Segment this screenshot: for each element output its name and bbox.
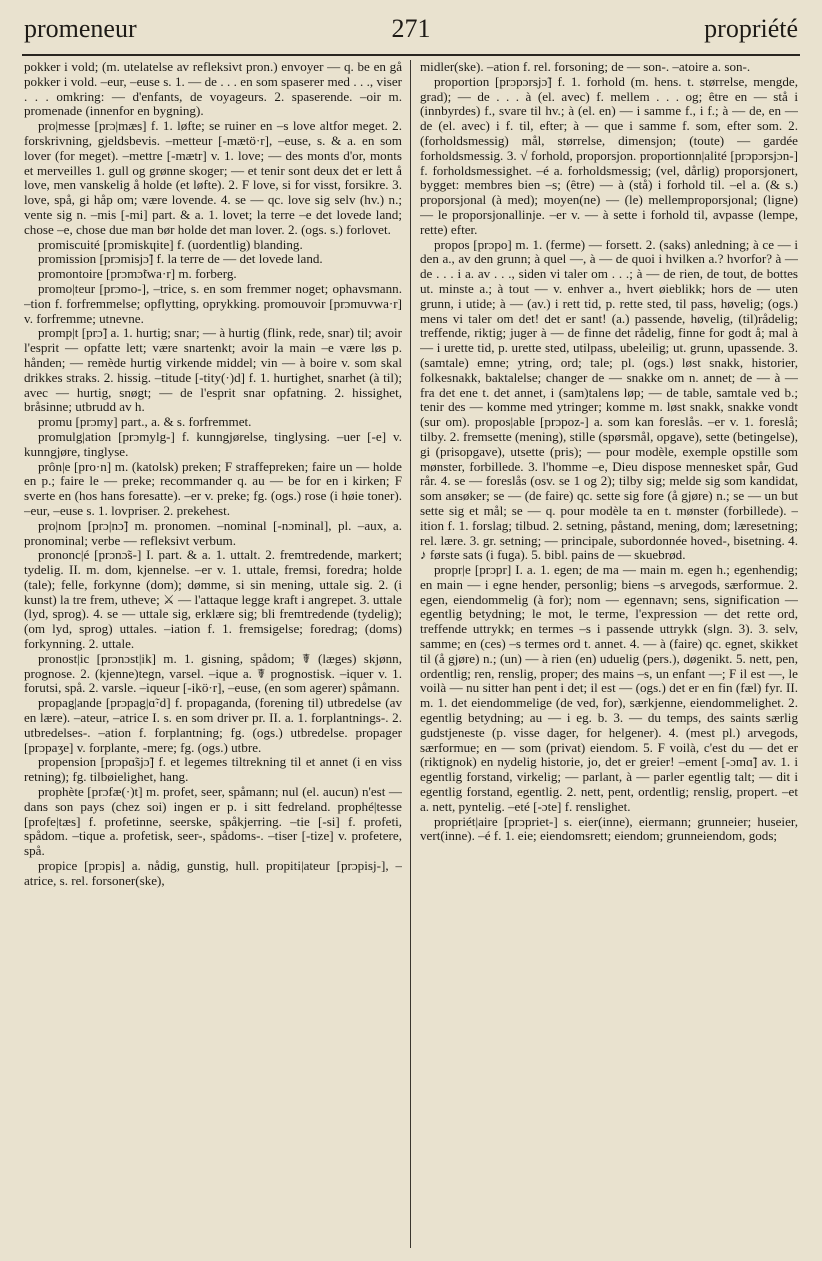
entry: propos [prɔpo] m. 1. (ferme) — forsett. 2. (saks) anledning; à ce — i den a., av den grunn; à quel —, à — de quoi i hvilken a.? hvorfor? à — de . . . i a. av . . ., siden vi taler om . . .; à — de rien, de tout, de bottes ut. minste a.; à tout — v. enhver a., hvert øieblikk; hors de — uten grunn, i utide; à — (av.) i rett tid, p. rette sted, til pass, høvelig; (ogs.) mens vi taler om det! det er sant! (a.) passende, høvelig, (til)rådelig; treffende, riktig; juger à — de finne det rådelig, finne for godt å; mal à — i urette tid, p. urette sted, utilpass, ubeleilig; ut. grunn, upassende. 3. (samtale) emne; ytring, ord; tale; pl. (ogs.) løst snakk, historier, folkesnakk, baktalelse; changer de — snakke om n. annet; de — à — fra det ene t. det annet, i (sam)talens løp; — de table, samtale ved b.; tenir des — komme med ytringer; komme m. løst snakk, snakke vondt (sur om). propos|able [prɔpoz-] a. som kan foreslås. –er v. 1. foreslå; tilby. 2. fremsette (mening), stille (spørsmål, opgave), sette (betingelse), gi (prisopgave), utsette (pris); — pour modèle, exemple opstille som mønster, forbillede. 3. l'homme –e, Dieu dispose mennesket spår, Gud rår. 4. se — foreslås (osv. se 1 og 2); tilby sig; melde sig som kandidat, som ansøker; se — (de faire) qc. sette sig fore (å gjøre) n.; se — un but sette sig et mål; se — q. pour modèle ta en t. mønster (forbillede). –ition f. 1. forslag; tilbud. 2. setning, påstand, mening, dom; læresetning; rel. lære. 3. gr. setning; — principale, subordonnée hoved-, bisetning. 4. ♪ første sats (i fuga). 5. bibl. pains de — skuebrød. (420, 236, 798, 563)
entry: pronost|ic [prɔnɔst|ik] m. 1. gisning, spådom; ☤ (læges) skjønn, prognose. 2. (kjenne)tegn, varsel. –ique a. ☤ prognostisk. –iquer v. 1. forutsi, spå. 2. varsle. –iqueur [-ikö·r], –euse, (en som agerer) spåmann. (24, 650, 402, 696)
entry: pro|nom [prɔ|nɔ̃] m. pronomen. –nominal [-nɔminal], pl. –aux, a. pronominal; verbe — refleksivt verbum. (24, 517, 402, 548)
entry: promulg|ation [prɔmylg-] f. kunngjørelse, tinglysing. –uer [-e] v. kunngjøre, tinglyse. (24, 428, 402, 459)
right-guide-word: propriété (704, 14, 798, 43)
page-number: 271 (391, 14, 431, 43)
left-column (24, 60, 402, 1250)
entry: promp|t [prɔ̃] a. 1. hurtig; snar; — à hurtig (flink, rede, snar) til; avoir l'esprit — opfatte lett; være snartenkt; avoir la main –e være løs p. hånden; — remède hurtig virkende middel; vin — à boire v. som skal drikkes straks. 2. hissig. –titude [-tity(·)d] f. 1. hurtighet, snarhet (à til); avec — hurtig, snøgt; — de l'esprit snar opfatning. 2. hissighet, bråsinne; utbrudd av h. (24, 325, 402, 415)
right-column (420, 60, 798, 1250)
entry: propice [prɔpis] a. nådig, gunstig, hull. propiti|ateur [prɔpisj-], –atrice, s. rel. forsoner(ske), (24, 858, 402, 888)
entry: promo|teur [prɔmo-], –trice, s. en som fremmer noget; ophavsmann. –tion f. forfremmelse; opflytting, oprykking. promouvoir [prɔmuvwa·r] v. forfremme; utnevne. (24, 280, 402, 326)
entry: propr|e [prɔpr] I. a. 1. egen; de ma — main m. egen h.; egenhendig; en main — i egne hender, personlig; biens –s arvegods, særformue. 2. egen, eiendommelig (à for); nom — egennavn; sens, signification — egentlig betydning; le mot, le terme, l'expression — det rette ord, treffende uttrykk; en termes –s i passende uttrykk (slgn. 3). 3. selv, samme; en (ces) –s termes ord t. annet. 4. — à (faire) qc. egnet, skikket til (å gjøre) n.; (un) — à rien (en) uduelig (pers.), døgenikt. 5. nett, pen, ordentlig; ren, renslig, proper; des mains –s, un enfant —; F il est —, le voilà — nu sitter han pent i det; il est — (ogs.) det er en fin (fæl) fyr. II. m. 1. det eiendommelige (de ved, for), særkjenne, eiendommelighet. 2. egentlig betydning; au — i eg. b. 3. — du temps, des saints særlig gudstjeneste (p. visse dager, for helgener). 4. (mest pl.) arvegods, særformue; en — som (privat) eiendom. 5. F voilà, c'est du — det er (riktignok) en nydelig historie, jo, det er greier! –ement [-ɔmɑ̃] av. 1. i egentlig forstand, virkelig; — parlant, à — parler egentlig talt; — dit i egentlig forstand, egentlig. 2. nett, pent, ordentlig; renslig, propert. –et a. nett, pyntelig. –eté [-ɔte] f. renslighet. (420, 562, 798, 814)
entry: proportion [prɔpɔrsjɔ̃] f. 1. forhold (m. hens. t. størrelse, mengde, grad); — de . . . à (el. avec) f. mellem . . . og; être en — stå i (innbyrdes) f., svare til hv.; à (el. en) — i samme f., i f.; à — de, en — de (el. avec) i f. til, efter; à — que i samme f. som, efter som. 2. (forholdsmessig) mål, størrelse, dimensjon; (toute) — gardée forholdsmessig. 3. √ forhold, proporsjon. proportionn|alité [prɔpɔrsjɔn-] f. forholdsmessighet. –é a. forholdsmessig; (vel, dårlig) proporsjonert, bygget: membres bien –s; (être) — à (stå) i forhold til. –el a. (& s.) proporsjonal (à med); moyen(ne) — (le) mellemproporsjonal; (ligne) — le proporsjonallinje. –er v. — à sette i forhold til, avpasse (lempe, rette) efter. (420, 73, 798, 237)
entry: midler(ske). –ation f. rel. forsoning; de — son-. –atoire a. son-. (420, 60, 751, 74)
left-guide-word: promeneur (24, 14, 137, 43)
entry: prophète [prɔfæ(·)t] m. profet, seer, spåmann; nul (el. aucun) n'est — dans son pays (chez soi) ingen er p. i sitt fedreland. prophé|tesse [profe|tæs] f. profetinne, seerske, spåkjerring. –tie [-si] f. profeti, spådom. –tique a. profetisk, seer-, spådoms-. –tiser [-tize] v. profetere, spå. (24, 784, 402, 859)
entry: promu [prɔmy] part., a. & s. forfremmet. (38, 414, 252, 430)
running-head (24, 14, 798, 54)
entry: propriét|aire [prɔpriet-] s. eier(inne), eiermann; grunneier; huseier, vert(inne). –é f. 1. eie; eiendomsrett; eiendom; grunneiendom, gods; (420, 813, 798, 844)
header-rule (22, 54, 800, 56)
entry: pokker i vold; (m. utelatelse av refleksivt pron.) envoyer — q. be en gå pokker i vold. –eur, –euse s. 1. — de . . . en som spaserer med . . ., viser . . . omkring: — d'enfants, de voyageurs. 2. spaserende. –oir m. promenade (innenfor en bygning). (24, 60, 402, 119)
entry: prôn|e [pro·n] m. (katolsk) preken; F straffepreken; faire un — holde en p.; faire le — preke; recommander q. au — be for en i kirken; F sverte en (hos hans foresatte). –er v. preke; fg. (ogs.) rose (i høie toner). –eur, –euse s. 1. lovpriser. 2. prekehest. (24, 458, 402, 518)
entry: promission [prɔmisjɔ̃] f. la terre de — det lovede land. (38, 251, 323, 267)
entry: prononc|é [prɔnɔ̃s-] I. part. & a. 1. uttalt. 2. fremtredende, markert; tydelig. II. m. dom, kjennelse. –er v. 1. uttale, fremsi, foredra; holde (tale); felle, forkynne (dom); dømme, si sin mening, uttale sig. 2. (i kunst) la tre frem, utheve; ⚔ — l'attaque legge kraft i angrepet. 3. uttale (lyd, sprog). 4. se — uttale sig, erklære sig; bli fremtredende (tydelig); (om lyd, sprog) uttales. –iation f. 1. fremsigelse; foredrag; (doms) forkynning. 2. uttale. (24, 547, 402, 652)
entry: propension [prɔpɑ̃sjɔ̃] f. et legemes tiltrekning til et annet (i en viss retning); fg. tilbøielighet, hang. (24, 754, 402, 785)
entry: pro|messe [prɔ|mæs] f. 1. løfte; se ruiner en –s love altfor meget. 2. forskrivning, gjeldsbevis. –metteur [-mætö·r], –euse, s. & a. en som lover (for meget). –mettre [-mætr] v. 1. love; — des monts d'or, monts et merveilles 1. gull og grønne skoger; — et tenir sont deux det er lett å love, men vanskelig å holde (et løfte). 2. F love, si for visst, forsikre. 3. love, spå, gi håp om; være lovende. 4. se — qc. love sig selv (hv.) n.; vente sig n. –mis [-mi] part. & a. 1. lovet; la terre –e det lovede land; chose –e, chose due man bør holde det man lover. 2. (ogs. s.) forlovet. (24, 118, 402, 237)
column-divider (410, 60, 411, 1248)
entry: promiscuité [prɔmiskɥite] f. (uordentlig) blanding. (38, 236, 303, 252)
entry: promontoire [prɔmɔ̃twa·r] m. forberg. (38, 266, 237, 282)
entry: propag|ande [prɔpag|ɑ̃·d] f. propaganda, (forening til) utbredelse (av en lære). –ateur, –atrice I. s. en som driver pr. II. a. 1. forplantnings-. 2. utbredelses-. –ation f. forplantning; fg. (ogs.) utbredelse. propager [prɔpaʒe] v. forplante, -mere; fg. (ogs.) utbre. (24, 695, 402, 755)
